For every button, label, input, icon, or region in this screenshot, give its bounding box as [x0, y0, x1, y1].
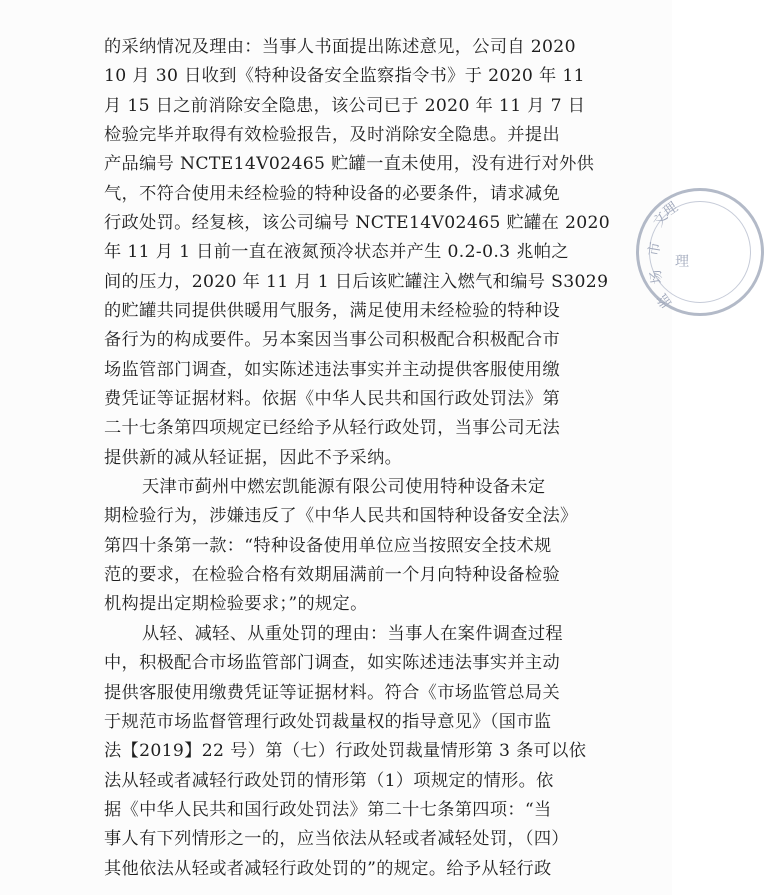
text-line: 据《中华人民共和国行政处罚法》第二十七条第四项：“当: [104, 800, 552, 821]
text-line: 场监管部门调查，如实陈述违法事实并主动提供客服使用缴: [104, 359, 560, 380]
seal-character: 理: [660, 199, 681, 221]
official-seal-stamp: [636, 188, 764, 316]
text-line: 间的压力，2020 年 11 月 1 日后该贮罐注入燃气和编号 S3029: [104, 271, 609, 292]
text-line: 期检验行为，涉嫌违反了《中华人民共和国特种设备安全法》: [104, 506, 578, 527]
seal-character: 理: [675, 254, 689, 270]
text-line: 二十七条第四项规定已经给予从轻行政处罚，当事公司无法: [104, 418, 560, 439]
seal-character: 场: [647, 268, 667, 286]
seal-character: 市: [645, 240, 665, 258]
text-line: 的贮罐共同提供供暖用气服务，满足使用未经检验的特种设: [104, 301, 560, 322]
text-line: 事人有下列情形之一的，应当依法从轻或者减轻处罚，（四）: [104, 829, 569, 850]
paragraph-mitigation: [104, 620, 590, 884]
text-line: 10 月 30 日收到《特种设备安全监察指令书》于 2020 年 11: [104, 66, 585, 87]
text-line: 年 11 月 1 日前一直在液氮预冷状态并产生 0.2-0.3 兆帕之: [104, 242, 569, 263]
text-line: 提供客服使用缴费凭证等证据材料。符合《市场监管总局关: [104, 682, 560, 703]
text-line: 费凭证等证据材料。依据《中华人民共和国行政处罚法》第: [104, 389, 560, 410]
text-line: 其他依法从轻或者减轻行政处罚的”的规定。给予从轻行政: [104, 858, 552, 879]
text-line: 法【2019】22 号）第（七）行政处罚裁量情形第 3 条可以依: [104, 741, 587, 762]
text-line: 天津市蓟州中燃宏凯能源有限公司使用特种设备未定: [142, 477, 546, 497]
text-line: 法从轻或者减轻行政处罚的情形第（1）项规定的情形。依: [104, 770, 554, 791]
text-line: 的采纳情况及理由：当事人书面提出陈述意见，公司自 2020: [104, 37, 576, 57]
text-line: 检验完毕并取得有效检验报告，及时消除安全隐患。并提出: [104, 125, 560, 146]
text-line: 行政处罚。经复核，该公司编号 NCTE14V02465 贮罐在 2020: [104, 213, 611, 234]
text-line: 提供新的减从轻证据，因此不予采纳。: [104, 447, 403, 468]
paragraph-statement-review: [104, 33, 611, 473]
seal-character: 监: [654, 290, 676, 311]
text-line: 于规范市场监督管理行政处罚裁量权的指导意见》（国市监: [104, 712, 552, 733]
paragraph-violation: [104, 473, 590, 620]
text-line: 机构提出定期检验要求；”的规定。: [104, 594, 368, 615]
text-line: 气，不符合使用未经检验的特种设备的必要条件，请求减免: [104, 183, 560, 204]
text-line: 中，积极配合市场监管部门调查，如实陈述违法事实并主动: [104, 653, 560, 674]
text-line: 月 15 日之前消除安全隐患，该公司已于 2020 年 11 月 7 日: [104, 95, 586, 116]
text-line: 产品编号 NCTE14V02465 贮罐一直未使用，没有进行对外供: [104, 154, 595, 175]
text-line: 第四十条第一款：“特种设备使用单位应当按照安全技术规: [104, 535, 552, 556]
seal-character: 文: [650, 209, 672, 230]
text-line: 从轻、减轻、从重处罚的理由：当事人在案件调查过程: [142, 624, 563, 644]
text-line: 范的要求，在检验合格有效期届满前一个月向特种设备检验: [104, 565, 560, 586]
text-line: 备行为的构成要件。另本案因当事公司积极配合积极配合市: [104, 330, 560, 351]
